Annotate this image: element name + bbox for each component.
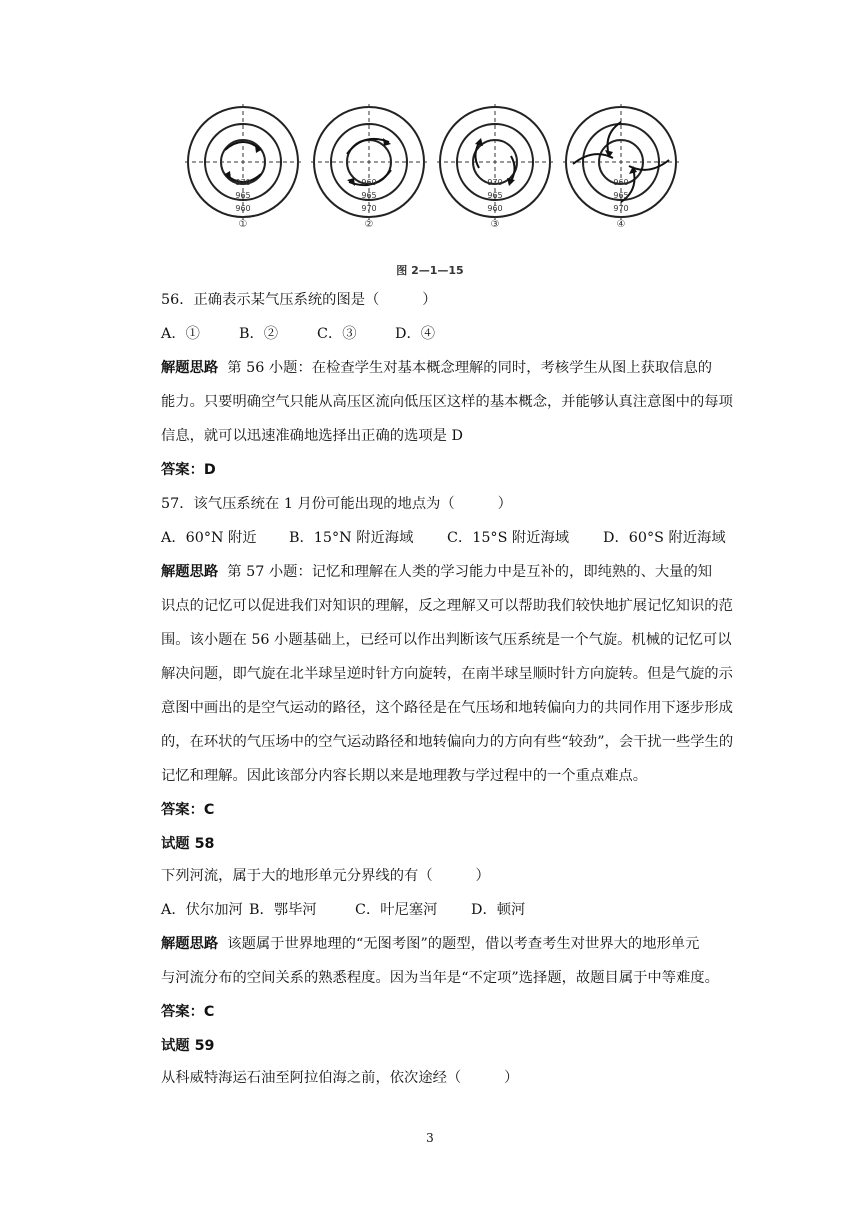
q57-analysis-line xyxy=(161,562,731,582)
diagram-4-labels xyxy=(563,176,679,231)
q57-analysis-line: 意图中画出的是空气运动的路径，这个路径是在气压场和地转偏向力的共同作用下逐步形成 xyxy=(161,700,733,716)
q57-answer: 答案：C xyxy=(161,802,215,818)
isobar-label: 970 xyxy=(361,204,377,213)
diagram-label: ④ xyxy=(616,219,626,230)
option-c: C．15°S 附近海域 xyxy=(447,530,570,546)
q56-analysis-line xyxy=(161,358,731,378)
q57-analysis-line: 围。该小题在 56 小题基础上，已经可以作出判断该气压系统是一个气旋。机械的记忆可以 xyxy=(161,632,732,648)
isobar-label: 960 xyxy=(613,178,629,187)
q56-analysis-line: 信息，就可以迅速准确地选择出正确的选项是 D xyxy=(161,428,463,444)
isobar-label: 970 xyxy=(613,204,629,213)
diagram-label: ① xyxy=(238,219,248,230)
q56-options xyxy=(161,324,731,344)
option-a: A．60°N 附近 xyxy=(161,530,257,546)
isobar-label: 965 xyxy=(487,191,503,200)
option-d: D．顿河 xyxy=(471,902,526,918)
page-number: 3 xyxy=(426,1131,434,1145)
q59-question: 从科威特海运石油至阿拉伯海之前，依次途经（ ） xyxy=(161,1070,519,1086)
q58-analysis-line: 与河流分布的空间关系的熟悉程度。因为当年是“不定项”选择题，故题目属于中等难度。 xyxy=(161,970,719,986)
option-a: A．伏尔加河 xyxy=(161,902,243,918)
diagram-3-labels xyxy=(437,176,553,231)
option-b: B．② xyxy=(239,326,279,342)
isobar-label: 970 xyxy=(235,178,251,187)
pressure-system-figure xyxy=(185,104,685,286)
isobar-label: 970 xyxy=(487,178,503,187)
isobar-label: 965 xyxy=(235,191,251,200)
diagram-1-labels xyxy=(185,176,301,231)
option-a: A．① xyxy=(161,326,200,342)
option-b: B．鄂毕河 xyxy=(249,902,317,918)
analysis-label: 解题思路 xyxy=(161,936,219,952)
isobar-label: 965 xyxy=(613,191,629,200)
analysis-label: 解题思路 xyxy=(161,360,219,376)
option-c: C．③ xyxy=(317,326,357,342)
q58-question: 下列河流，属于大的地形单元分界线的有（ ） xyxy=(161,868,490,884)
q57-question: 57．该气压系统在 1 月份可能出现的地点为（ ） xyxy=(161,496,512,512)
q58-analysis-line xyxy=(161,934,731,954)
q57-options xyxy=(161,528,731,548)
q57-analysis-line: 记忆和理解。因此该部分内容长期以来是地理教与学过程中的一个重点难点。 xyxy=(161,768,648,784)
figure-caption: 图 2—1—15 xyxy=(396,264,464,277)
option-b: B．15°N 附近海域 xyxy=(289,530,414,546)
q57-analysis-line: 的，在环状的气压场中的空气运动路径和地转偏向力的方向有些“较劲”，会干扰一些学生的 xyxy=(161,734,734,750)
q56-question: 56．正确表示某气压系统的图是（ ） xyxy=(161,292,437,308)
option-d: D．60°S 附近海域 xyxy=(603,530,726,546)
q58-options xyxy=(161,900,731,920)
diagram-2-labels xyxy=(311,176,427,231)
diagram-label: ② xyxy=(364,219,374,230)
q56-answer: 答案：D xyxy=(161,462,216,478)
q56-analysis-line: 能力。只要明确空气只能从高压区流向低压区这样的基本概念，并能够认真注意图中的每项 xyxy=(161,394,733,410)
q57-analysis-line: 解决问题，即气旋在北半球呈逆时针方向旋转，在南半球呈顺时针方向旋转。但是气旋的示 xyxy=(161,666,733,682)
q59-title: 试题 59 xyxy=(161,1038,215,1054)
analysis-label: 解题思路 xyxy=(161,564,219,580)
isobar-label: 965 xyxy=(361,191,377,200)
q57-analysis-line: 识点的记忆可以促进我们对知识的理解，反之理解又可以帮助我们较快地扩展记忆知识的范 xyxy=(161,598,733,614)
isobar-label: 960 xyxy=(487,204,503,213)
isobar-label: 960 xyxy=(361,178,377,187)
option-c: C．叶尼塞河 xyxy=(355,902,438,918)
q58-title: 试题 58 xyxy=(161,836,215,852)
analysis-text: 第 57 小题：记忆和理解在人类的学习能力中是互补的，即纯熟的、大量的知 xyxy=(227,564,713,580)
q58-answer: 答案：C xyxy=(161,1004,215,1020)
analysis-text: 第 56 小题：在检查学生对基本概念理解的同时，考核学生从图上获取信息的 xyxy=(227,360,713,376)
isobar-label: 960 xyxy=(235,204,251,213)
diagram-label: ③ xyxy=(490,219,500,230)
analysis-text: 该题属于世界地理的“无图考图”的题型，借以考查考生对世界大的地形单元 xyxy=(227,936,700,952)
option-d: D．④ xyxy=(395,326,436,342)
